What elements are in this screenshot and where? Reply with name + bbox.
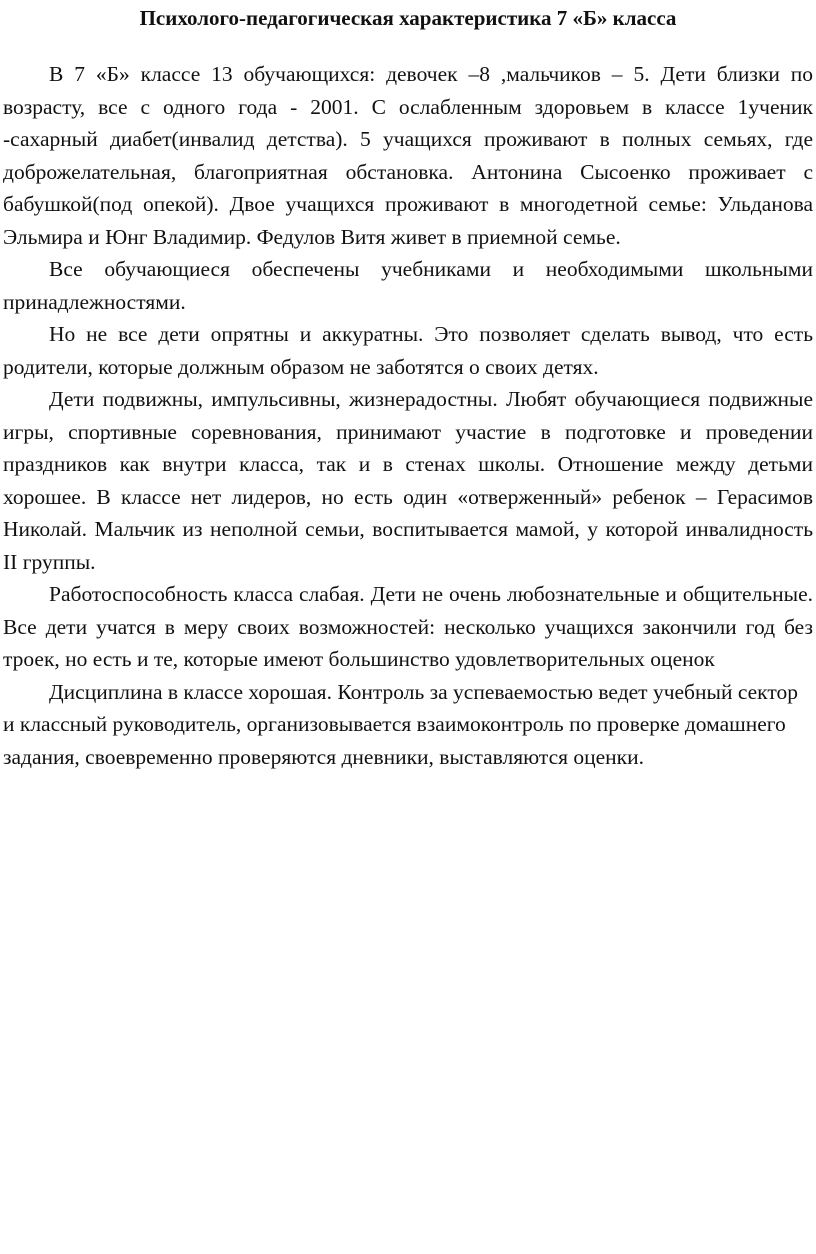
paragraph-discipline: Дисциплина в классе хорошая. Контроль за успеваемостью ведет учебный сектор и классный руководитель, организовывается взаимоконтроль по проверке домашнего задания, своевременно проверяются дневники, выставляются оценки. xyxy=(3,679,798,769)
paragraph-supplies: Все обучающиеся обеспечены учебниками и необходимыми школьными принадлежностями. xyxy=(3,257,813,314)
paragraph-neatness: Но не все дети опрятны и аккуратны. Это позволяет сделать вывод, что есть родители, которые должным образом не заботятся о своих детях. xyxy=(3,322,813,379)
paragraph-work-capacity: Работоспособность класса слабая. Дети не очень любознательные и общительные. Все дети учатся в меру своих возможностей: несколько учащихся закончили год без троек, но есть и те, которые имеют большинство удовлетворительных оценок xyxy=(3,582,813,671)
paragraph-relationships: Дети подвижны, импульсивны, жизнерадостны. Любят обучающиеся подвижные игры, спортивные соревнования, принимают участие в подготовке и проведении праздников как внутри класса, так и в стенах школы. Отношение между детьми хорошее. В классе нет лидеров, но есть один «отверженный» ребенок – Герасимов Николай. Мальчик из неполной семьи, воспитывается мамой, у которой инвалидность II группы. xyxy=(3,387,813,574)
document-title: Психолого-педагогическая характеристика 7 «Б» класса xyxy=(139,6,677,30)
paragraph-class-composition: В 7 «Б» классе 13 обучающихся: девочек –8 ,мальчиков – 5. Дети близки по возрасту, все с одного года - 2001. С ослабленным здоровьем в классе 1ученик -сахарный диабет(инвалид детства). 5 учащихся проживают в полных семьях, где доброжелательная, благоприятная обстановка. Антонина Сысоенко проживает с бабушкой(под опекой). Двое учащихся проживают в многодетной семье: Ульданова Эльмира и Юнг Владимир. Федулов Витя живет в приемной семье. xyxy=(3,62,813,249)
document-body xyxy=(3,58,813,773)
